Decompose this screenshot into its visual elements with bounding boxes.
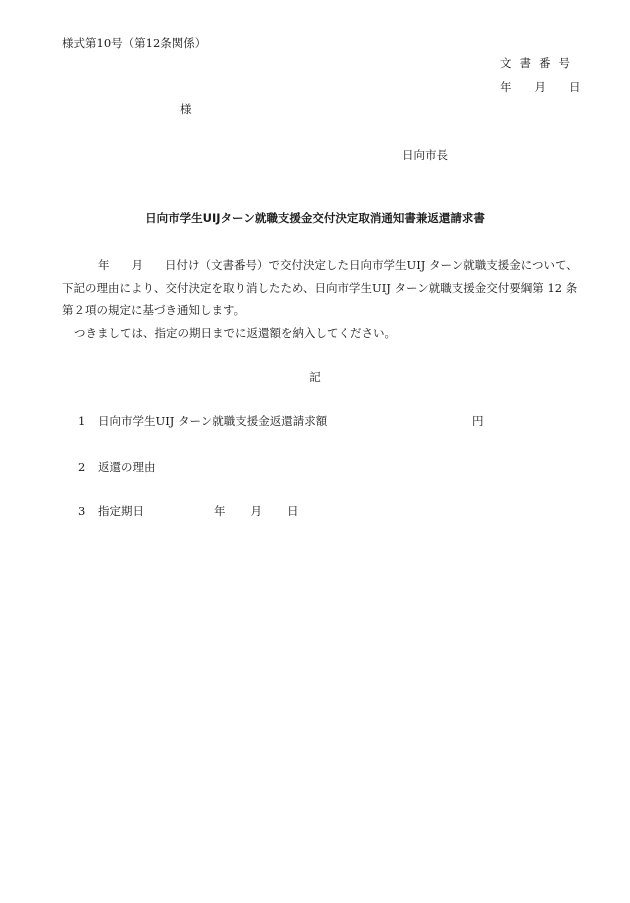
addressee-suffix: 様 [180, 102, 192, 116]
item-label: 返還の理由 [98, 460, 156, 474]
body-line-4: つきましては、指定の期日までに返還額を納入してください。 [74, 326, 396, 340]
yen-unit: 円 [472, 414, 484, 428]
body-year: 年 [98, 258, 110, 272]
issuer-name: 日向市長 [402, 148, 448, 162]
date-month: 月 [534, 80, 546, 94]
form-number: 様式第10号（第12条関係） [62, 36, 207, 50]
due-month: 月 [250, 504, 262, 518]
due-date-value [214, 506, 299, 518]
item-refund-amount [78, 416, 327, 428]
body-line-2: 下記の理由により、交付決定を取り消したため、日向市学生UIJ ターン就職支援金交付要綱第 12 条 [62, 281, 578, 295]
item-number: 3 [78, 504, 86, 518]
date-day: 日 [569, 80, 581, 94]
document-number-label: 文書番号 [500, 56, 578, 70]
item-number: 2 [78, 460, 86, 474]
due-day: 日 [287, 504, 299, 518]
ki-heading: 記 [309, 370, 321, 384]
item-label: 日向市学生UIJ ターン就職支援金返還請求額 [98, 414, 328, 428]
body-line-1-text: 日付け（文書番号）で交付決定した日向市学生UIJ ターン就職支援金について、 [165, 258, 578, 272]
document-date [500, 82, 581, 94]
item-number: 1 [78, 414, 86, 428]
body-month: 月 [131, 258, 143, 272]
date-year: 年 [500, 80, 512, 94]
item-refund-reason [78, 462, 156, 474]
body-line-3: 第２項の規定に基づき通知します。 [62, 303, 246, 317]
item-label: 指定期日 [98, 504, 144, 518]
due-year: 年 [214, 504, 226, 518]
item-due-date [78, 506, 144, 518]
body-line-1 [62, 260, 578, 272]
document-title: 日向市学生UIJターン就職支援金交付決定取消通知書兼返還請求書 [145, 211, 485, 225]
